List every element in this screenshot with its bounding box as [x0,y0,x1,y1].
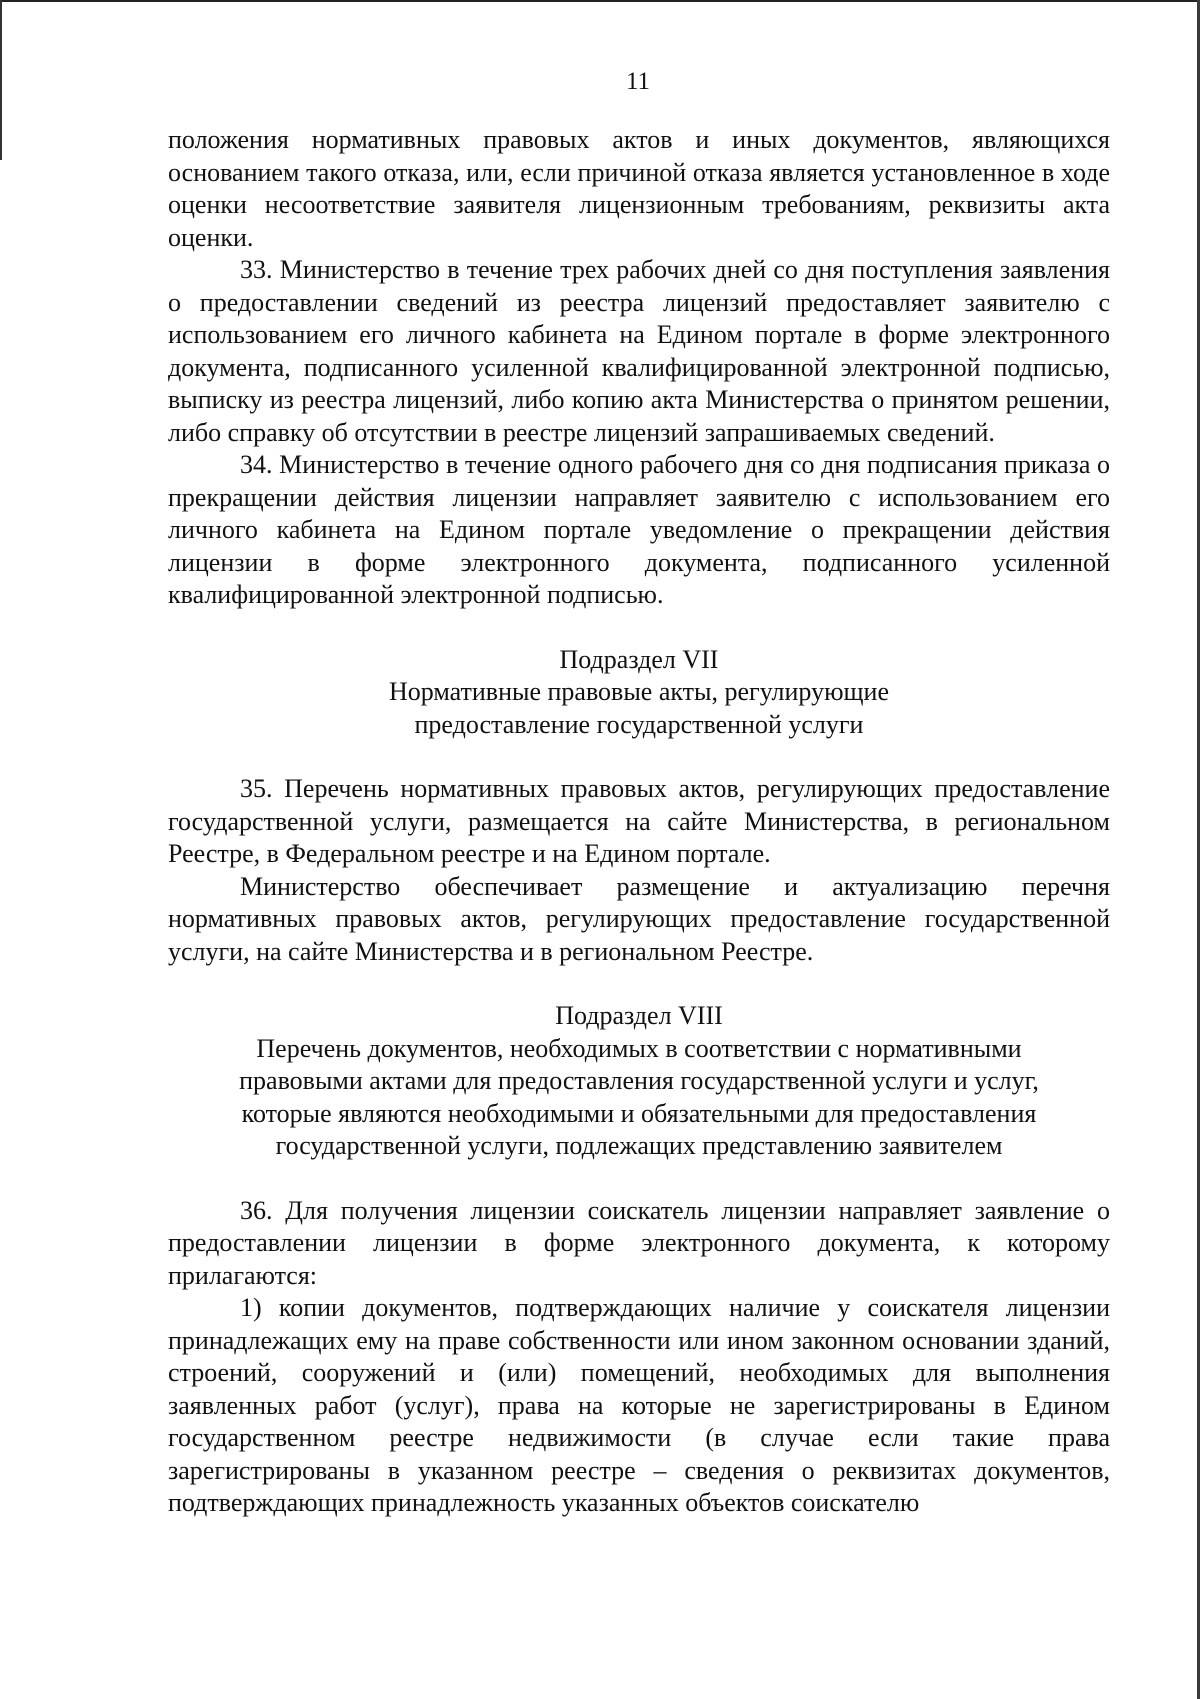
scan-edge-top [0,0,1200,2]
paragraph-33: 33. Министерство в течение трех рабочих дней со дня поступления заявления о предоставлении сведений из реестра лицензий предоставляет заявителю с использованием его личного кабинета на Едином портале в форме электронного документа, подписанного усиленной квалифицированной электронной подписью, выписку из реестра лицензий, либо копию акта Министерства о принятом решении, либо справку об отсутствии в реестре лицензий запрашиваемых сведений. [168,255,1110,447]
section-8-heading-line: государственной услуги, подлежащих представлению заявителем [275,1131,1003,1160]
section-7-heading-line: Нормативные правовые акты, регулирующие [388,677,889,706]
section-8-heading-line: правовыми актами для предоставления государственной услуги и услуг, [239,1066,1039,1095]
spacer [168,1163,1110,1195]
section-7-title: Подраздел VII [559,644,719,674]
paragraph-36-item-1: 1) копии документов, подтверждающих наличие у соискателя лицензии принадлежащих ему на праве собственности или ином законном основании зданий, строений, сооружений и (или) помещений, необходимых для выполнения заявленных работ (услуг), права на которые не зарегистрированы в Едином государственном реестре недвижимости (в случае если такие права зарегистрированы в указанном реестре – сведения о реквизитах документов, подтверждающих принадлежность указанных объектов соискателю [168,1293,1110,1517]
paragraph-35: 35. Перечень нормативных правовых актов, регулирующих предоставление государственной услуги, размещается на сайте Министерства, в региональном Реестре, в Федеральном реестре и на Едином портале. [168,774,1110,868]
paragraph-35-b: Министерство обеспечивает размещение и актуализацию перечня нормативных правовых актов, регулирующих предоставление государственной услуги, на сайте Министерства и в региональном Реестре. [168,871,1110,966]
page-number: 11 [625,68,651,95]
document-body [168,124,1110,1520]
paragraph-continuation: положения нормативных правовых актов и иных документов, являющихся основанием такого отказа, или, если причиной отказа является установленное в ходе оценки несоответствие заявителя лицензионным требованиям, реквизиты акта оценки. [168,125,1110,252]
section-7-heading-line: предоставление государственной услуги [414,709,864,739]
section-8-heading-line: Перечень документов, необходимых в соответствии с нормативными [256,1033,1022,1063]
section-8-title: Подраздел VIII [555,1001,723,1030]
spacer [168,968,1110,1000]
paragraph-36: 36. Для получения лицензии соискатель лицензии направляет заявление о предоставлении лицензии в форме электронного документа, к которому прилагаются: [168,1195,1110,1290]
paragraph-34: 34. Министерство в течение одного рабочего дня со дня подписания приказа о прекращении действия лицензии направляет заявителю с использованием его личного кабинета на Едином портале уведомление о прекращении действия лицензии в форме электронного документа, подписанного усиленной квалифицированной электронной подписью. [168,450,1110,609]
spacer [168,612,1110,644]
section-8-heading-line: которые являются необходимыми и обязательными для предоставления [241,1098,1037,1128]
spacer [168,741,1110,773]
